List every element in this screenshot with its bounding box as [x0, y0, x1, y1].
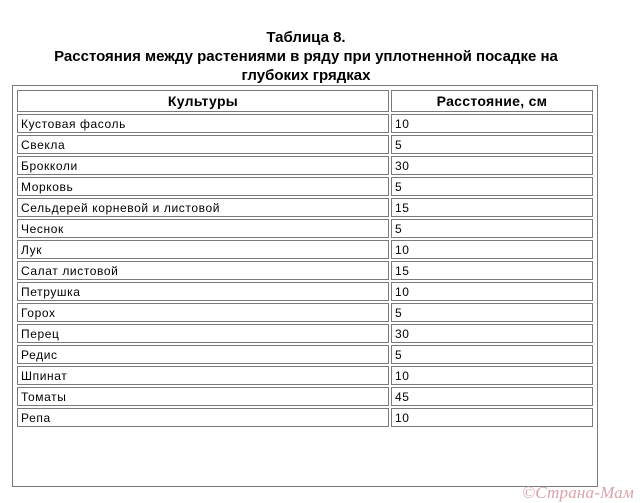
table-row [17, 387, 593, 406]
distance-cell: 5 [391, 177, 593, 196]
header-distance: Расстояние, см [391, 90, 593, 112]
crop-name-cell: Томаты [17, 387, 389, 406]
table-row [17, 219, 593, 238]
table-caption [0, 28, 612, 85]
table-row [17, 240, 593, 259]
distance-cell: 10 [391, 408, 593, 427]
table-row [17, 408, 593, 427]
crop-name-cell: Лук [17, 240, 389, 259]
spacing-table [15, 88, 595, 429]
crop-name-cell: Сельдерей корневой и листовой [17, 198, 389, 217]
distance-cell: 5 [391, 345, 593, 364]
crop-name-cell: Горох [17, 303, 389, 322]
distance-cell: 10 [391, 366, 593, 385]
distance-cell: 5 [391, 303, 593, 322]
table-row [17, 114, 593, 133]
crop-name-cell: Свекла [17, 135, 389, 154]
table-row [17, 303, 593, 322]
table-row [17, 324, 593, 343]
table-row [17, 198, 593, 217]
crop-name-cell: Репа [17, 408, 389, 427]
caption-title-line: Расстояния между растениями в ряду при уплотненной посадке на [54, 48, 558, 65]
distance-cell: 30 [391, 156, 593, 175]
distance-cell: 30 [391, 324, 593, 343]
table-row [17, 261, 593, 280]
distance-cell: 15 [391, 198, 593, 217]
crop-name-cell: Брокколи [17, 156, 389, 175]
table-row [17, 282, 593, 301]
crop-name-cell: Морковь [17, 177, 389, 196]
header-crops: Культуры [17, 90, 389, 112]
spacing-table-frame [12, 85, 598, 487]
crop-name-cell: Салат листовой [17, 261, 389, 280]
table-row [17, 366, 593, 385]
distance-cell: 5 [391, 135, 593, 154]
crop-name-cell: Перец [17, 324, 389, 343]
site-watermark: ©Страна-Мам [522, 483, 634, 502]
crop-name-cell: Чеснок [17, 219, 389, 238]
crop-name-cell: Петрушка [17, 282, 389, 301]
distance-cell: 10 [391, 114, 593, 133]
crop-name-cell: Кустовая фасоль [17, 114, 389, 133]
caption-title-line-2: глубоких грядках [241, 67, 371, 84]
table-row [17, 177, 593, 196]
distance-cell: 10 [391, 282, 593, 301]
distance-cell: 10 [391, 240, 593, 259]
table-header-row [17, 90, 593, 112]
table-row [17, 135, 593, 154]
distance-cell: 15 [391, 261, 593, 280]
distance-cell: 45 [391, 387, 593, 406]
table-row [17, 156, 593, 175]
table-row [17, 345, 593, 364]
caption-table-number: Таблица 8. [266, 29, 346, 46]
crop-name-cell: Редис [17, 345, 389, 364]
distance-cell: 5 [391, 219, 593, 238]
crop-name-cell: Шпинат [17, 366, 389, 385]
